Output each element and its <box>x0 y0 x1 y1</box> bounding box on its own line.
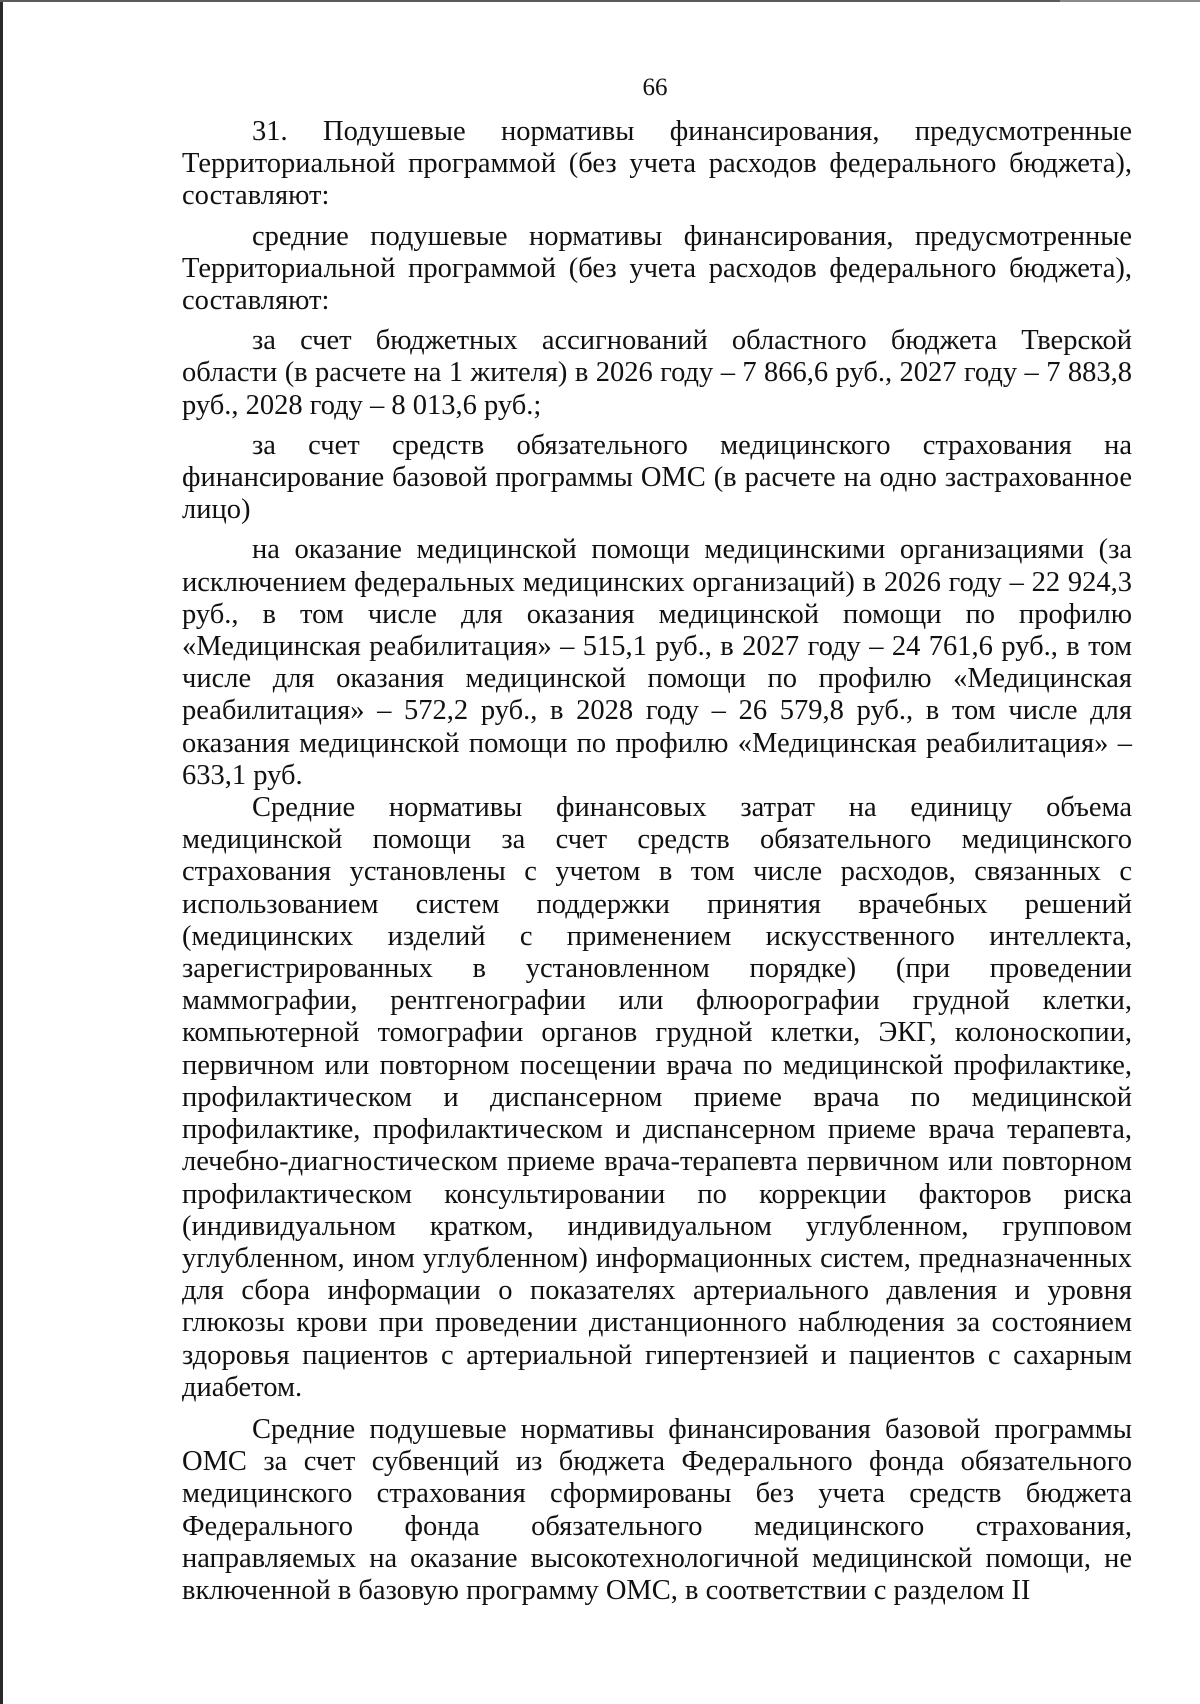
paragraph-medical-organizations: на оказание медицинской помощи медицинскими организациями (за исключением федеральных медицинских организаций) в 2026 году – 22 924,3 руб., в том числе для оказания медицинской помощи по профилю «Медицинская реабилитация» – 515,1 руб., в 2027 году – 24 761,6 руб., в том числе для оказания медицинской помощи по профилю «Медицинская реабилитация» – 572,2 руб., в 2028 году – 26 579,8 руб., в том числе для оказания медицинской помощи по профилю «Медицинская реабилитация» – 633,1 руб. <box>182 534 1132 791</box>
page-number: 66 <box>642 74 668 101</box>
scan-top-edge-right <box>1060 0 1200 2</box>
paragraph-federal-fund: Средние подушевые нормативы финансирования базовой программы ОМС за счет субвенций из бюджета Федерального фонда обязательного медицинского страхования сформированы без учета средств бюджета Федерального фонда обязательного медицинского страхования, направляемых на оказание высокотехнологичной медицинской помощи, не включенной в базовую программу ОМС, в соответствии с разделом II <box>182 1413 1132 1606</box>
scan-top-edge <box>0 0 1100 2</box>
paragraph-average-norms: средние подушевые нормативы финансирования, предусмотренные Территориальной программой (без учета расходов федерального бюджета), составляют: <box>182 220 1132 317</box>
document-body <box>182 116 1132 1607</box>
paragraph-oms-funds: за счет средств обязательного медицинского страхования на финансирование базовой программы ОМС (в расчете на одно застрахованное лицо) <box>182 429 1132 526</box>
paragraph-unit-cost-norms: Средние нормативы финансовых затрат на единицу объема медицинской помощи за счет средств обязательного медицинского страхования установлены с учетом в том числе расходов, связанных с использованием систем поддержки принятия врачебных решений (медицинских изделий с применением искусственного интеллекта, зарегистрированных в установленном порядке) (при проведении маммографии, рентгенографии или флюорографии грудной клетки, компьютерной томографии органов грудной клетки, ЭКГ, колоноскопии, первичном или повторном посещении врача по медицинской профилактике, профилактическом и диспансерном приеме врача по медицинской профилактике, профилактическом и диспансерном приеме врача терапевта, лечебно-диагностическом приеме врача-терапевта первичном или повторном профилактическом консультировании по коррекции факторов риска (индивидуальном кратком, индивидуальном углубленном, групповом углубленном, ином углубленном) информационных систем, предназначенных для сбора информации о показателях артериального давления и уровня глюкозы крови при проведении дистанционного наблюдения за состоянием здоровья пациентов с артериальной гипертензией и пациентов с сахарным диабетом. <box>182 792 1132 1403</box>
paragraph-regional-budget: за счет бюджетных ассигнований областного бюджета Тверской области (в расчете на 1 жителя) в 2026 году – 7 866,6 руб., 2027 году – 7 883,8 руб., 2028 году – 8 013,6 руб.; <box>182 325 1132 421</box>
scan-left-edge <box>0 0 3 1704</box>
paragraph-31-heading: 31. Подушевые нормативы финансирования, предусмотренные Территориальной программой (без учета расходов федерального бюджета), составляют: <box>182 116 1132 212</box>
